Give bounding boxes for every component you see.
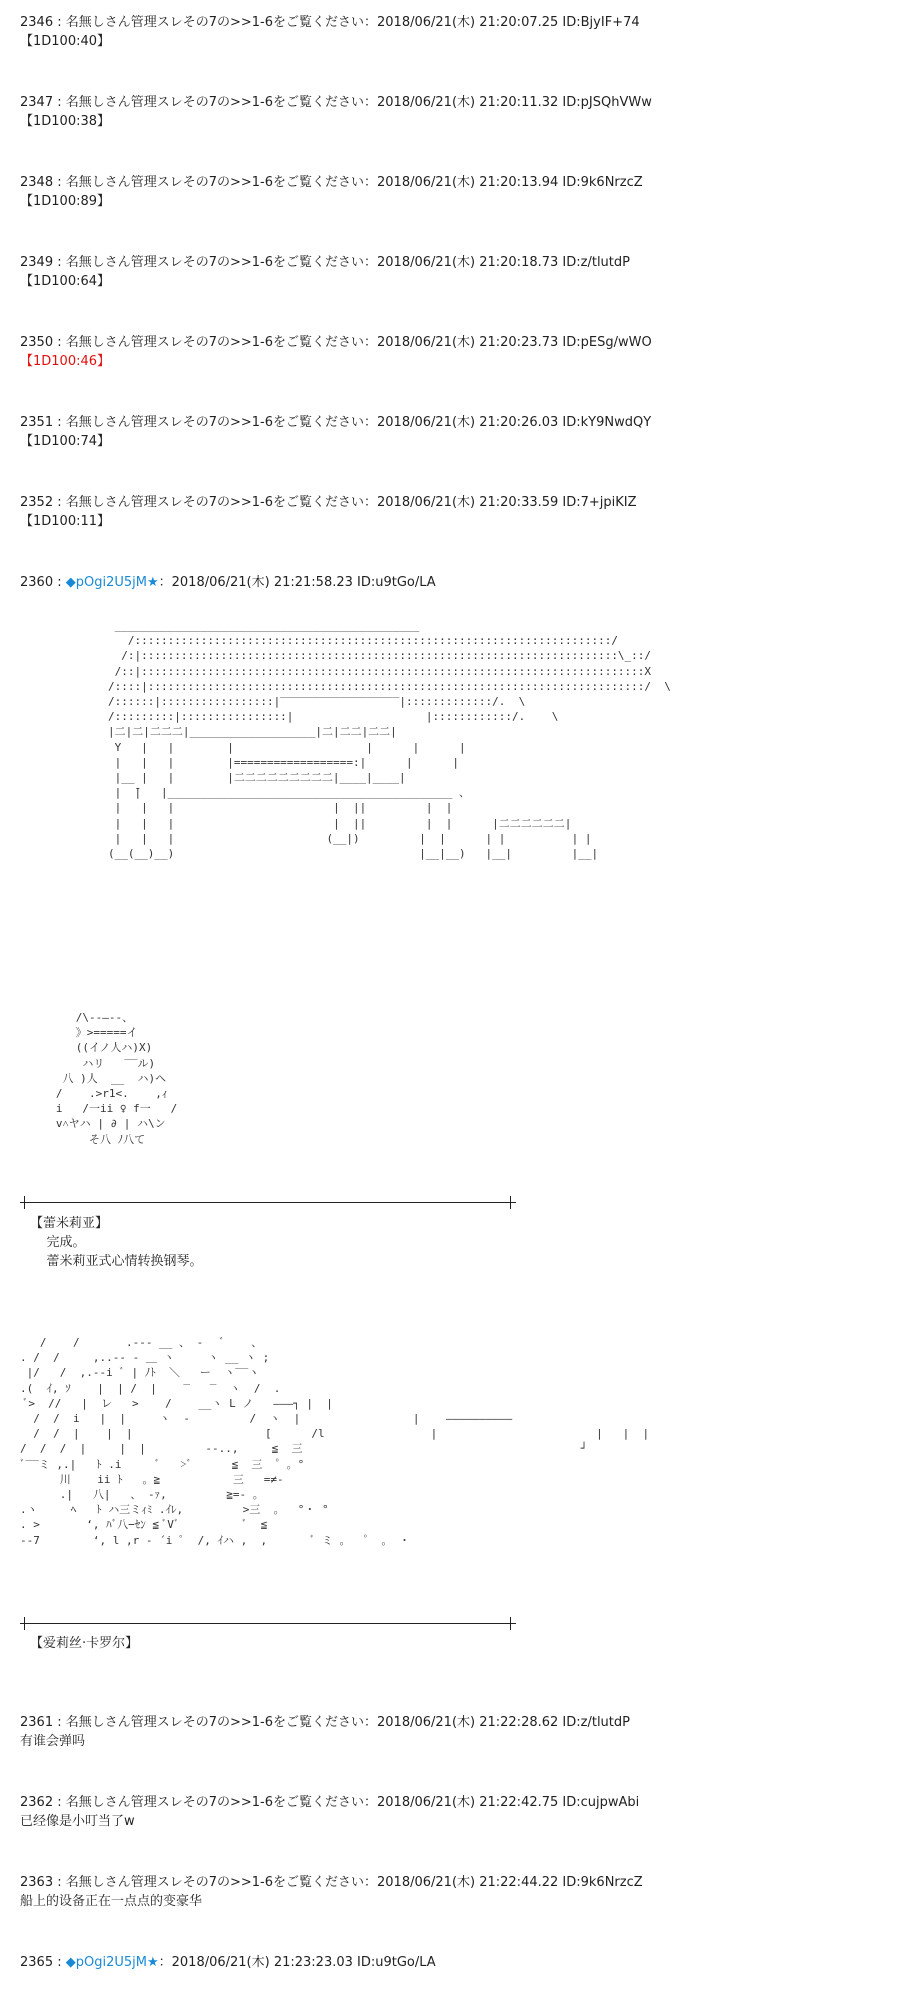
trip-code-link[interactable]: ◆pOgi2U5jM xyxy=(65,575,147,590)
separator-tick xyxy=(510,1617,511,1630)
post-header xyxy=(20,1954,436,1972)
separator-line xyxy=(20,1623,516,1624)
dice-roll: 【1D100:64】 xyxy=(20,274,111,289)
speech-line: 完成。 xyxy=(30,1235,86,1250)
dice-roll: 【1D100:40】 xyxy=(20,34,111,49)
star-icon: ★ xyxy=(146,1955,159,1970)
post-number: 2360 : xyxy=(20,575,66,590)
post-number: 2365 : xyxy=(20,1955,66,1970)
separator-tick xyxy=(24,1196,25,1209)
speech-line: 蕾米莉亚式心情转换钢琴。 xyxy=(30,1254,203,1269)
dice-roll: 【1D100:38】 xyxy=(20,114,111,129)
ascii-art-piano: ______________________________________________ /::::::::::::::::::::::::::::::::::::::::::::::::::::::::::::::::::::::::/ /:|::::::::::::::::::::::::::::::::::::::::::::::::::::::::::::::::::::::::\_::/ /::|::::::::::::::::::::::::::::::::::::::::::::::::::::::::::::::::::::::::::::X /::::|:::::::::::::::::::::::::::::::::::::::::::::::::::::::::::::::::::::::::::/ \ /::::::|:::::::::::::::::|‾‾‾‾‾‾‾‾‾‾‾‾‾‾‾‾‾‾|:::::::::::::/. \ /:::::::::|::::::::::::::::| |::::::::::::/. \ |二|二|二二二|___________________|二|二二|二二| Y | | | | | | | | | |==================:| | | |__ | | |二二二二二二二二二|____|____| | ̄| |___________________________________________ 、 | | | | || | | | | | | || | | |二二二二二二| | | | (__|) | | | | | | (__(__)__) |__|__) |__| |__| xyxy=(108,619,671,861)
dice-roll: 【1D100:74】 xyxy=(20,434,111,449)
dice-roll: 【1D100:11】 xyxy=(20,514,111,529)
post-header: 2361 : 名無しさん管理スレその7の>>1-6をご覧ください：2018/06/21(木) 21:22:28.62 ID:z/tlutdP xyxy=(20,1715,630,1730)
dice-roll-highlighted: 【1D100:46】 xyxy=(20,354,111,369)
post-header: 2352 : 名無しさん管理スレその7の>>1-6をご覧ください：2018/06/21(木) 21:20:33.59 ID:7+jpiKIZ xyxy=(20,495,637,510)
ascii-art-remilia: /\-‐―‐-、 》>=====イ ((イノ人ハ)X) ハリ ‾‾ル) 八 )人 __ ハ)ヘ / .>r1<. ,ｨ i /一ii ♀ f一 / v˄ヤハ | ∂ | ハ\ン そ八 ﾉ八て xyxy=(55,1011,178,1146)
post-meta: ：2018/06/21(木) 21:21:58.23 ID:u9tGo/LA xyxy=(158,575,436,590)
speaker-name: 【蕾米莉亚】 xyxy=(30,1216,109,1231)
separator-tick xyxy=(24,1617,25,1630)
separator-tick xyxy=(510,1196,511,1209)
post-meta: ：2018/06/21(木) 21:23:23.03 ID:u9tGo/LA xyxy=(158,1955,436,1970)
post-header: 2362 : 名無しさん管理スレその7の>>1-6をご覧ください：2018/06/21(木) 21:22:42.75 ID:cujpwAbi xyxy=(20,1795,640,1810)
dice-roll: 【1D100:89】 xyxy=(20,194,111,209)
post-header: 2347 : 名無しさん管理スレその7の>>1-6をご覧ください：2018/06/21(木) 21:20:11.32 ID:pJSQhVWw xyxy=(20,95,652,110)
post-body: 船上的设备正在一点点的变豪华 xyxy=(20,1894,203,1909)
post-header: 2351 : 名無しさん管理スレその7の>>1-6をご覧ください：2018/06/21(木) 21:20:26.03 ID:kY9NwdQY xyxy=(20,415,652,430)
post-header xyxy=(20,574,436,592)
post-body: 有谁会弹吗 xyxy=(20,1734,86,1749)
ascii-art-alice: / / .‐‐‐ __ 、 ‐ ﾞ 、 . / / ,..-‐ ‐ ＿ ヽ ヽ __ ヽ ; |/ / ,.-‐i ﾞ | ﾉﾄ ＼ ー ヽ‾‾ヽ .( ｲ, ｿ | | / | ‾ ‾ ヽ / . ﾞ> // | レ > / __ヽ L ノ ―――┐ | | / / i | | ヽ ‐ / ヽ | | ―――――――――― / / | | | [ /l | | | | / / / | | | ‐-.., ≦ 三 ┘ ﾞ‾‾ミ ,.| ﾄ .i ﾞ >ﾞ ≦ 三 ゜。° 川 ii ﾄ 。≧ 三 =≠- .| 八| 、 -ｧ, ≧=- 。 .ヽ ﾍ ﾄ ハ三ミｨﾐ .ｲﾚ, >三 。 °・ ° . > ‘, ﾊﾞ八−ｾﾝ ≦ ﾞVﾞ ﾞ ≦ --7 ‘, l ,r ‐ ´i ﾟ /, ｲハ , , ﾞ ミ 。 ゜ 。 ・ xyxy=(20,1336,650,1547)
star-icon: ★ xyxy=(146,575,159,590)
post-header: 2346 : 名無しさん管理スレその7の>>1-6をご覧ください：2018/06/21(木) 21:20:07.25 ID:BjyIF+74 xyxy=(20,15,640,30)
separator-line xyxy=(20,1202,516,1203)
trip-code-link[interactable]: ◆pOgi2U5jM xyxy=(65,1955,147,1970)
post-header: 2350 : 名無しさん管理スレその7の>>1-6をご覧ください：2018/06/21(木) 21:20:23.73 ID:pESg/wWO xyxy=(20,335,652,350)
post-header: 2363 : 名無しさん管理スレその7の>>1-6をご覧ください：2018/06/21(木) 21:22:44.22 ID:9k6NrzcZ xyxy=(20,1875,643,1890)
post-header: 2348 : 名無しさん管理スレその7の>>1-6をご覧ください：2018/06/21(木) 21:20:13.94 ID:9k6NrzcZ xyxy=(20,175,643,190)
post-header: 2349 : 名無しさん管理スレその7の>>1-6をご覧ください：2018/06/21(木) 21:20:18.73 ID:z/tlutdP xyxy=(20,255,630,270)
speaker-name: 【爱莉丝·卡罗尔】 xyxy=(30,1636,139,1651)
post-body: 已经像是小叮当了w xyxy=(20,1814,135,1829)
